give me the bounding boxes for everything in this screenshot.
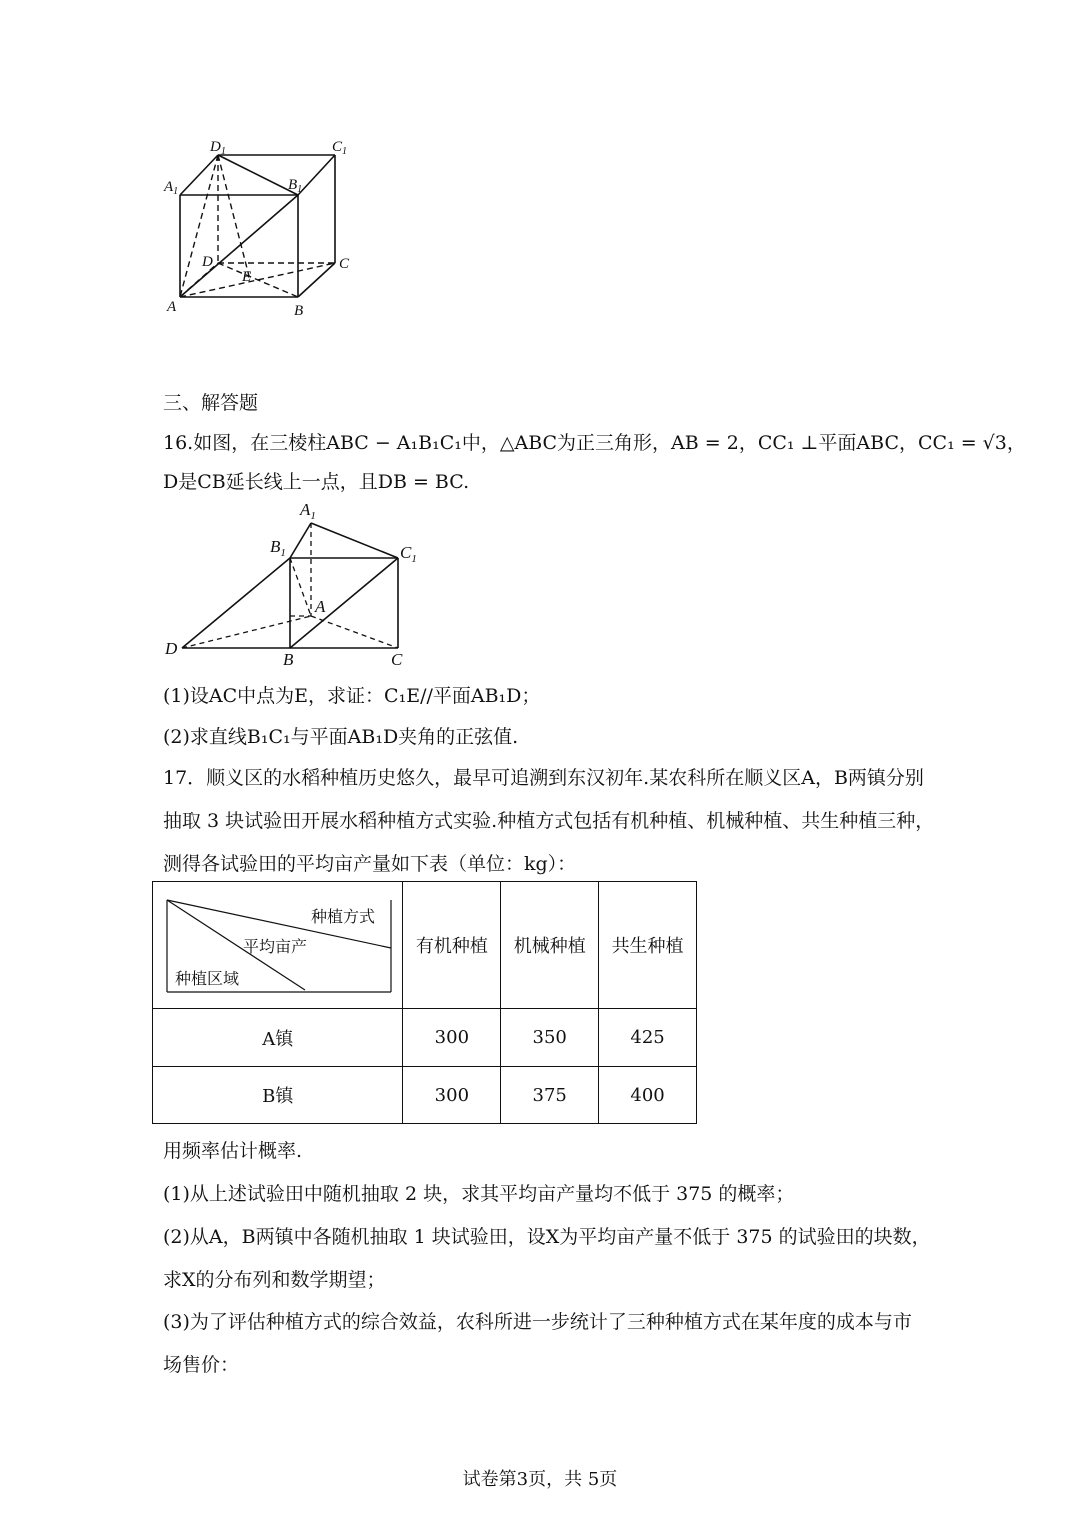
prism-label-c1: $C_1$ [400,543,417,565]
q17-note: 用频率估计概率. [163,1140,303,1162]
corner-label-method: 种植方式 [311,907,376,926]
cube-label-b: B [294,303,304,319]
prism-label-a: A [315,597,326,616]
prism-label-b: B [283,650,294,669]
cube-figure [160,135,360,325]
q16-line1: 16.如图，在三棱柱ABC − A₁B₁C₁中，△ABC为正三角形，AB = 2，CC₁ ⊥平面ABC，CC₁ = √3， [163,432,1026,454]
q17-part2-line2: 求X的分布列和数学期望； [163,1269,386,1291]
table-corner-cell [153,882,403,1009]
q17-line3: 测得各试验田的平均亩产量如下表（单位：kg）： [163,853,577,875]
q17-line1: 17．顺义区的水稻种植历史悠久，最早可追溯到东汉初年.某农科所在顺义区A，B两镇分别 [163,767,924,789]
prism-label-d: D [165,639,178,658]
table-header-cell: 共生种植 [599,882,697,1009]
table-cell: 300 [403,1009,501,1067]
table-row-label: A镇 [153,1009,403,1067]
q17-part2-line1: (2)从A，B两镇中各随机抽取 1 块试验田，设X为平均亩产量不低于 375 的试验田的块数， [163,1226,931,1248]
table-cell: 350 [501,1009,599,1067]
cube-label-a1: $A_1$ [164,179,179,197]
q17-part3-line2: 场售价： [163,1354,240,1376]
cube-label-e: E [242,269,252,285]
q17-part3-line1: (3)为了评估种植方式的综合效益，农科所进一步统计了三种种植方式在某年度的成本与市 [163,1311,912,1333]
cube-label-d1: $D_1$ [210,139,226,157]
cube-label-a: A [167,299,177,315]
q16-part2: (2)求直线B₁C₁与平面AB₁D夹角的正弦值. [163,726,519,748]
table-row [153,1009,697,1067]
page-footer: 试卷第3页，共 5页 [462,1469,618,1490]
q17-line2: 抽取 3 块试验田开展水稻种植方式实验.种植方式包括有机种植、机械种植、共生种植三种， [163,810,935,832]
q16-part1: (1)设AC中点为E，求证：C₁E//平面AB₁D； [163,685,541,707]
table-header-cell: 机械种植 [501,882,599,1009]
prism-label-b1: $B_1$ [270,537,286,559]
table-row-label: B镇 [153,1067,403,1124]
corner-label-yield: 平均亩产 [243,937,308,956]
cube-label-c1: $C_1$ [332,139,348,157]
q17-part1: (1)从上述试验田中随机抽取 2 块，求其平均亩产量均不低于 375 的概率； [163,1183,795,1205]
corner-label-region: 种植区域 [175,969,240,988]
table-cell: 300 [403,1067,501,1124]
q16-line2: D是CB延长线上一点，且DB = BC. [163,471,470,493]
section-heading: 三、解答题 [163,392,259,414]
table-row [153,1067,697,1124]
table-header-cell: 有机种植 [403,882,501,1009]
prism-label-a1: $A_1$ [300,500,316,522]
table-cell: 375 [501,1067,599,1124]
cube-label-c: C [339,256,350,272]
table-header-row [153,882,697,1009]
table-cell: 400 [599,1067,697,1124]
cube-label-d: D [202,254,213,270]
yield-table [152,881,697,1124]
cube-label-b1: $B_1$ [288,177,303,195]
table-cell: 425 [599,1009,697,1067]
prism-figure [160,498,430,673]
prism-label-c: C [391,650,403,669]
